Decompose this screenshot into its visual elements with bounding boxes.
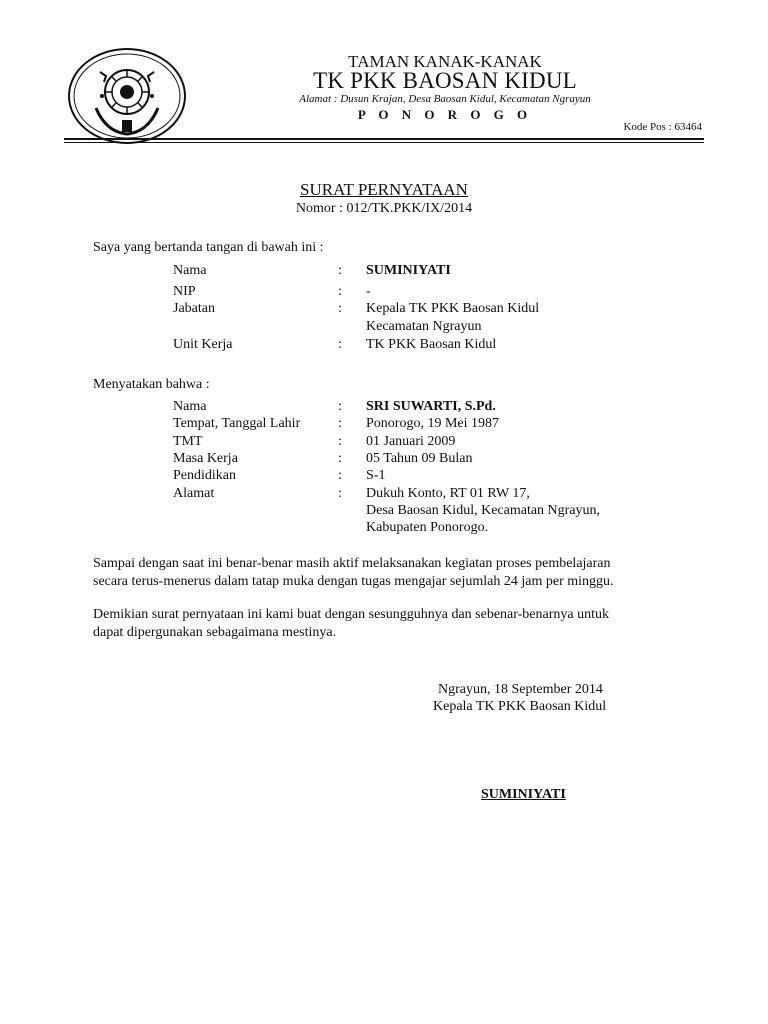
field-colon: : <box>338 416 342 431</box>
letterhead-divider-thin <box>64 142 704 143</box>
signer-position: Kepala TK PKK Baosan Kidul <box>433 699 607 714</box>
place-date: Ngrayun, 18 September 2014 <box>438 682 603 697</box>
subject-tmt-label: TMT <box>173 434 203 449</box>
signatory-position-value: Kepala TK PKK Baosan Kidul <box>366 301 540 316</box>
field-colon: : <box>338 434 342 449</box>
school-emblem-icon <box>66 46 188 146</box>
subject-education-label: Pendidikan <box>173 468 236 483</box>
field-colon: : <box>338 451 342 466</box>
postal-code: Kode Pos : 63464 <box>623 121 702 133</box>
subject-name-label: Nama <box>173 399 207 414</box>
subject-service-value: 05 Tahun 09 Bulan <box>366 451 473 466</box>
subject-name-value: SRI SUWARTI, S.Pd. <box>366 399 496 414</box>
school-city: P O N O R O G O <box>357 107 533 122</box>
field-colon: : <box>338 468 342 483</box>
signer-name: SUMINIYATI <box>481 787 566 802</box>
signatory-unit-value: TK PKK Baosan Kidul <box>366 337 497 352</box>
field-colon: : <box>338 337 342 352</box>
statement-intro: Menyatakan bahwa : <box>93 377 210 392</box>
subject-birth-label: Tempat, Tanggal Lahir <box>173 416 301 431</box>
paragraph-activity-line1: Sampai dengan saat ini benar-benar masih aktif melaksanakan kegiatan proses pembelajaran <box>93 556 611 571</box>
signatory-nip-label: NIP <box>173 284 196 299</box>
field-colon: : <box>338 399 342 414</box>
paragraph-activity-line2: secara terus-menerus dalam tatap muka dengan tugas mengajar sejumlah 24 jam per minggu. <box>93 574 614 589</box>
signatory-position-label: Jabatan <box>173 301 215 316</box>
subject-address-value-line3: Kabupaten Ponorogo. <box>366 520 489 535</box>
school-type: TAMAN KANAK-KANAK <box>348 52 542 71</box>
letter-title: SURAT PERNYATAAN <box>300 180 468 199</box>
field-colon: : <box>338 486 342 501</box>
letter-number: Nomor : 012/TK.PKK/IX/2014 <box>295 201 473 216</box>
subject-address-value-line2: Desa Baosan Kidul, Kecamatan Ngrayun, <box>366 503 601 518</box>
field-colon: : <box>338 284 342 299</box>
field-colon: : <box>338 301 342 316</box>
letterhead-divider <box>64 138 704 140</box>
signatory-name-label: Nama <box>173 263 207 278</box>
subject-tmt-value: 01 Januari 2009 <box>366 434 456 449</box>
signatory-position-value-line2: Kecamatan Ngrayun <box>366 319 482 334</box>
paragraph-closing-line1: Demikian surat pernyataan ini kami buat dengan sesungguhnya dan sebenar-benarnya untuk <box>93 607 609 622</box>
paragraph-closing-line2: dapat dipergunakan sebagaimana mestinya. <box>93 625 337 640</box>
subject-service-label: Masa Kerja <box>173 451 238 466</box>
subject-address-value: Dukuh Konto, RT 01 RW 17, <box>366 486 530 501</box>
school-name: TK PKK BAOSAN KIDUL <box>313 68 577 93</box>
signatory-name-value: SUMINIYATI <box>366 263 451 278</box>
school-address: Alamat : Dusun Krajan, Desa Baosan Kidul, Kecamatan Ngrayun <box>299 93 591 105</box>
subject-education-value: S-1 <box>366 468 386 483</box>
signatory-nip-value: - <box>366 284 371 299</box>
signatory-unit-label: Unit Kerja <box>173 337 233 352</box>
intro-text: Saya yang bertanda tangan di bawah ini : <box>93 240 324 255</box>
field-colon: : <box>338 263 342 278</box>
subject-birth-value: Ponorogo, 19 Mei 1987 <box>366 416 499 431</box>
subject-address-label: Alamat <box>173 486 215 501</box>
